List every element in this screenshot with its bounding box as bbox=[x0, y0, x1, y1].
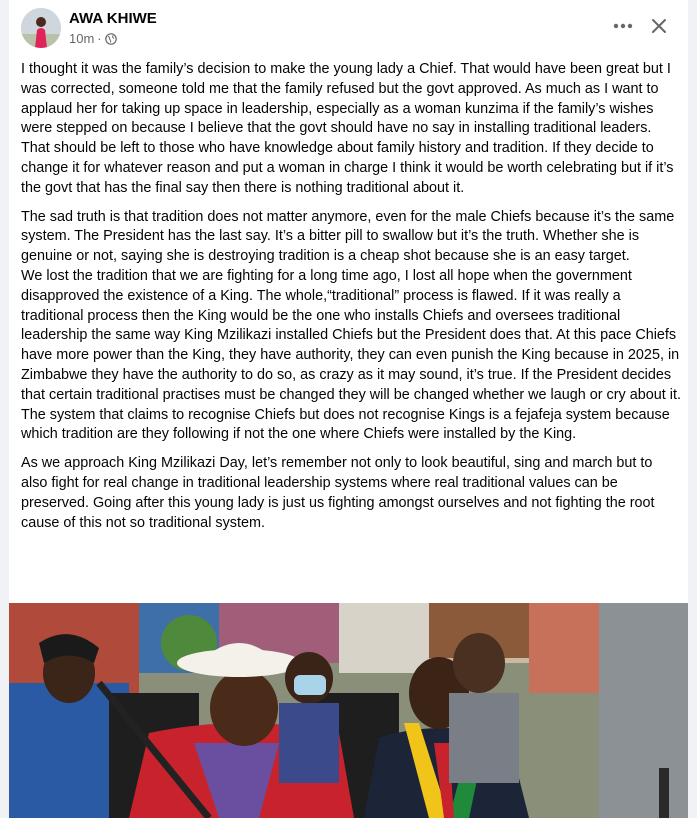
globe-icon bbox=[105, 33, 117, 45]
post-time[interactable]: 10m bbox=[69, 31, 95, 46]
post-paragraph: The sad truth is that tradition does not matter anymore, even for the male Chiefs because it’s the same system. The President has the last say. It’s a bitter pill to swallow but it’s the truth. Whether she is genuine or not, saying she is destroying tradition is a cheap shot because she is an easy target. bbox=[21, 208, 675, 265]
post-meta bbox=[69, 31, 117, 46]
post-paragraph: We lost the tradition that we are fighting for a long time ago, I lost all hope when the government disapproved the existence of a King. The whole,“traditional” process is flawed. If it was really a traditional process then the King would be the one who installs Chiefs and oversees traditional leadership the same way King Mzilikazi installed Chiefs but the President does that. At this pace Chiefs have more power than the King, they have authority, they can even punish the King because in 2025, in Zimbabwe they have the authority to do so, as crazy as it may sound, it’s true. If the President decides that certain traditional practises must be changed they will be changed whether we laugh or cry about it. The system that claims to recognise Chiefs but does not recognise Kings is a fejafeja system because which tradition are they following if not the one where Chiefs were installed by the King. bbox=[21, 267, 681, 443]
close-icon bbox=[651, 18, 667, 34]
close-button[interactable] bbox=[645, 12, 673, 40]
more-horizontal-icon bbox=[613, 23, 633, 29]
post-paragraph: As we approach King Mzilikazi Day, let’s remember not only to look beautiful, sing and march but to also fight for real change in traditional leadership systems where real traditional values can be preserved. Going after this young lady is just us fighting amongst ourselves and not fighting the root cause of this not so traditional system. bbox=[21, 455, 655, 531]
post-body bbox=[21, 60, 681, 542]
post-paragraph: I thought it was the family’s decision to make the young lady a Chief. That would have been great but I was corrected, someone told me that the family refused but the govt approved. As much as I want to applaud her for taking up space in leadership, especially as a woman kunzima if the family’s wishes were stepped on because I believe that the govt should have no say in installing traditional leaders. That should be left to those who have knowledge about family history and tradition. If they decide to change it for whatever reason and put a woman in charge I think it would be worth celebrating but if it’s the govt that has the final say then there is nothing traditional about it. bbox=[21, 61, 674, 196]
more-options-button[interactable] bbox=[609, 12, 637, 40]
author-name[interactable]: AWA KHIWE bbox=[69, 10, 157, 27]
post-card bbox=[9, 0, 688, 818]
author-avatar[interactable] bbox=[21, 8, 61, 48]
meta-separator: · bbox=[97, 31, 102, 46]
post-header bbox=[9, 0, 688, 56]
post-photo[interactable] bbox=[9, 603, 688, 818]
